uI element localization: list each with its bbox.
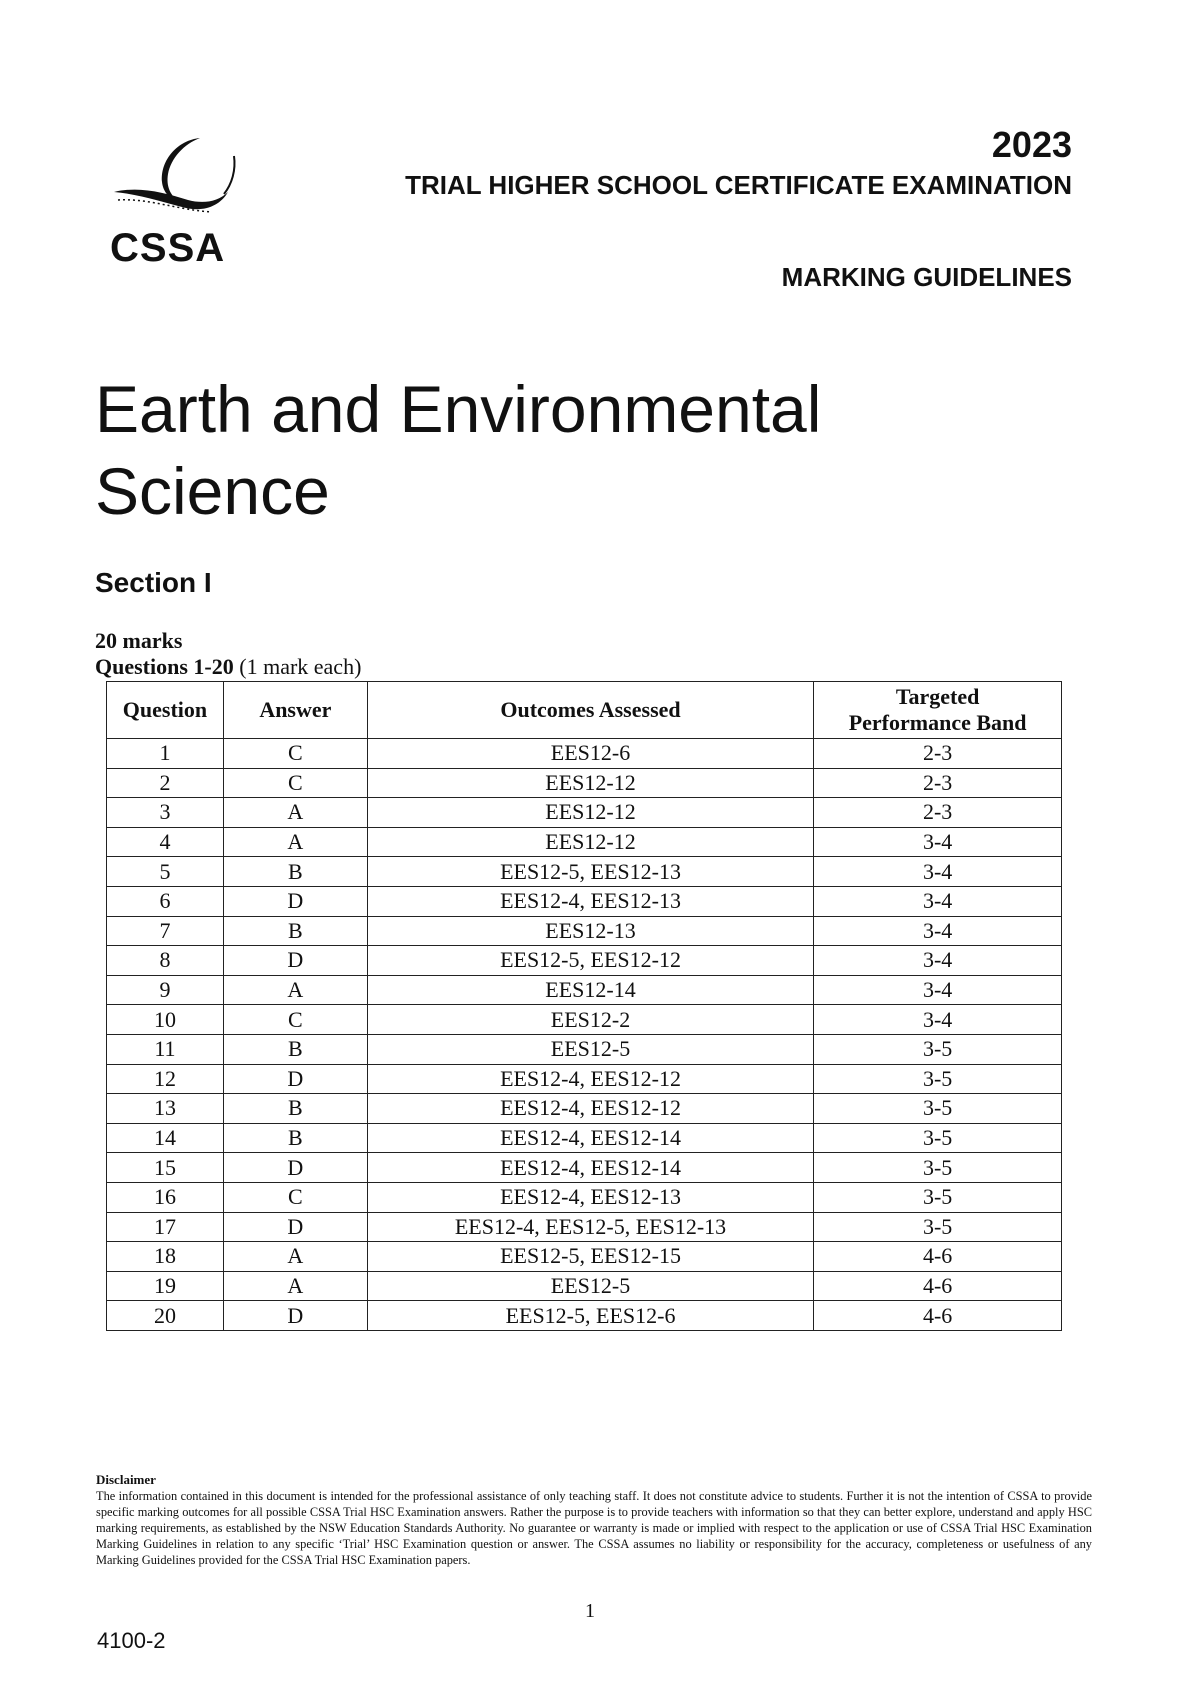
cell-question: 10: [107, 1005, 224, 1035]
subject-title: [95, 368, 821, 532]
document-type: MARKING GUIDELINES: [781, 262, 1072, 292]
cell-outcomes: EES12-12: [367, 798, 813, 828]
table-row: [107, 1034, 1062, 1064]
table-row: [107, 916, 1062, 946]
table-row: [107, 768, 1062, 798]
cell-outcomes: EES12-12: [367, 768, 813, 798]
cell-question: 8: [107, 946, 224, 976]
cell-answer: D: [223, 1153, 367, 1183]
table-row: [107, 798, 1062, 828]
cell-answer: C: [223, 739, 367, 769]
table-row: [107, 857, 1062, 887]
cell-band: 3-4: [814, 916, 1062, 946]
cell-band: 4-6: [814, 1271, 1062, 1301]
table-row: [107, 1242, 1062, 1272]
cell-answer: C: [223, 1182, 367, 1212]
cell-band: 3-5: [814, 1034, 1062, 1064]
cell-band: 2-3: [814, 739, 1062, 769]
subject-title-line1: Earth and Environmental: [95, 372, 822, 446]
cell-band: 3-4: [814, 827, 1062, 857]
cell-question: 6: [107, 886, 224, 916]
cell-band: 2-3: [814, 798, 1062, 828]
cell-question: 19: [107, 1271, 224, 1301]
cell-question: 18: [107, 1242, 224, 1272]
cell-band: 2-3: [814, 768, 1062, 798]
cell-answer: B: [223, 1034, 367, 1064]
cell-question: 20: [107, 1301, 224, 1331]
cell-answer: D: [223, 1301, 367, 1331]
cell-answer: D: [223, 886, 367, 916]
cell-answer: B: [223, 1094, 367, 1124]
cell-band: 3-4: [814, 886, 1062, 916]
table-row: [107, 1212, 1062, 1242]
cell-question: 4: [107, 827, 224, 857]
cell-question: 12: [107, 1064, 224, 1094]
cell-band: 3-5: [814, 1153, 1062, 1183]
cell-question: 13: [107, 1094, 224, 1124]
cell-question: 1: [107, 739, 224, 769]
table-row: [107, 1153, 1062, 1183]
cell-outcomes: EES12-5, EES12-15: [367, 1242, 813, 1272]
table-row: [107, 739, 1062, 769]
cell-answer: A: [223, 1242, 367, 1272]
cssa-logo: [108, 130, 248, 280]
cell-question: 2: [107, 768, 224, 798]
cell-outcomes: EES12-5, EES12-12: [367, 946, 813, 976]
table-row: [107, 1301, 1062, 1331]
disclaimer: [96, 1472, 1092, 1568]
disclaimer-heading: Disclaimer: [96, 1472, 156, 1487]
cell-outcomes: EES12-6: [367, 739, 813, 769]
cell-outcomes: EES12-4, EES12-14: [367, 1123, 813, 1153]
cell-outcomes: EES12-4, EES12-5, EES12-13: [367, 1212, 813, 1242]
cell-outcomes: EES12-14: [367, 975, 813, 1005]
cell-answer: D: [223, 1212, 367, 1242]
cell-band: 3-4: [814, 1005, 1062, 1035]
cell-question: 3: [107, 798, 224, 828]
header-band-line2: Performance Band: [848, 710, 1027, 735]
cell-band: 3-5: [814, 1094, 1062, 1124]
cell-answer: D: [223, 1064, 367, 1094]
cell-answer: D: [223, 946, 367, 976]
cell-outcomes: EES12-4, EES12-12: [367, 1064, 813, 1094]
header-outcomes: Outcomes Assessed: [367, 682, 813, 739]
cell-outcomes: EES12-5: [367, 1271, 813, 1301]
table-row: [107, 1094, 1062, 1124]
cell-question: 11: [107, 1034, 224, 1064]
cell-answer: A: [223, 975, 367, 1005]
cell-band: 4-6: [814, 1301, 1062, 1331]
cell-answer: A: [223, 798, 367, 828]
cell-outcomes: EES12-2: [367, 1005, 813, 1035]
cell-band: 3-5: [814, 1123, 1062, 1153]
table-row: [107, 1271, 1062, 1301]
subject-title-line2: Science: [95, 454, 330, 528]
questions-range-rest: (1 mark each): [233, 654, 362, 679]
cell-outcomes: EES12-5, EES12-13: [367, 857, 813, 887]
cell-outcomes: EES12-4, EES12-14: [367, 1153, 813, 1183]
questions-range-bold: Questions 1-20: [95, 654, 234, 679]
cell-band: 4-6: [814, 1242, 1062, 1272]
disclaimer-text: The information contained in this document is intended for the professional assistance of only teaching staff. It does not constitute advice to students. Further it is not the intention of CSSA to provide specific marking outcomes for all possible CSSA Trial HSC Examination answers. Rather the purpose is to provide teachers with information so that they can better explore, understand and apply HSC marking requirements, as established by the NSW Education Standards Authority. No guarantee or warranty is made or implied with respect to the application or use of CSSA Trial HSC Examination Marking Guidelines in relation to any specific ‘Trial’ HSC Examination question or answer. The CSSA assumes no liability or responsibility for the accuracy, completeness or usefulness of any Marking Guidelines provided for the CSSA Trial HSC Examination papers.: [96, 1489, 1092, 1567]
section-marks: [95, 628, 361, 680]
section-title: Section I: [95, 567, 212, 598]
table-row: [107, 1005, 1062, 1035]
cell-question: 16: [107, 1182, 224, 1212]
table-row: [107, 946, 1062, 976]
cell-outcomes: EES12-5, EES12-6: [367, 1301, 813, 1331]
table-row: [107, 1064, 1062, 1094]
cell-answer: C: [223, 1005, 367, 1035]
cell-band: 3-5: [814, 1064, 1062, 1094]
header-band: [814, 682, 1062, 739]
cell-question: 9: [107, 975, 224, 1005]
cell-outcomes: EES12-4, EES12-13: [367, 1182, 813, 1212]
cell-question: 5: [107, 857, 224, 887]
cell-question: 14: [107, 1123, 224, 1153]
cell-answer: B: [223, 857, 367, 887]
header-band-line1: Targeted: [895, 684, 980, 709]
table-row: [107, 975, 1062, 1005]
cell-answer: A: [223, 827, 367, 857]
cell-band: 3-5: [814, 1182, 1062, 1212]
document-code: 4100-2: [97, 1628, 166, 1653]
cell-outcomes: EES12-5: [367, 1034, 813, 1064]
logo-text: CSSA: [110, 226, 226, 270]
cell-question: 17: [107, 1212, 224, 1242]
cell-answer: B: [223, 916, 367, 946]
cell-outcomes: EES12-4, EES12-12: [367, 1094, 813, 1124]
cell-question: 15: [107, 1153, 224, 1183]
total-marks: 20 marks: [95, 628, 183, 653]
cell-answer: B: [223, 1123, 367, 1153]
table-row: [107, 1123, 1062, 1153]
cell-outcomes: EES12-4, EES12-13: [367, 886, 813, 916]
cell-answer: C: [223, 768, 367, 798]
questions-range: [95, 654, 361, 680]
cell-band: 3-5: [814, 1212, 1062, 1242]
header-answer: Answer: [223, 682, 367, 739]
answers-table: [106, 681, 1062, 1331]
cell-outcomes: EES12-13: [367, 916, 813, 946]
cell-band: 3-4: [814, 975, 1062, 1005]
page-number: 1: [585, 1600, 595, 1622]
cssa-swoosh-icon: [108, 130, 248, 230]
cell-band: 3-4: [814, 857, 1062, 887]
table-row: [107, 886, 1062, 916]
cell-band: 3-4: [814, 946, 1062, 976]
table-header-row: [107, 682, 1062, 739]
table-row: [107, 1182, 1062, 1212]
cell-outcomes: EES12-12: [367, 827, 813, 857]
exam-year: 2023: [991, 124, 1072, 165]
header-question: Question: [107, 682, 224, 739]
cell-question: 7: [107, 916, 224, 946]
cell-answer: A: [223, 1271, 367, 1301]
exam-title: TRIAL HIGHER SCHOOL CERTIFICATE EXAMINATION: [405, 170, 1072, 200]
answers-table-body: [107, 739, 1062, 1331]
table-row: [107, 827, 1062, 857]
